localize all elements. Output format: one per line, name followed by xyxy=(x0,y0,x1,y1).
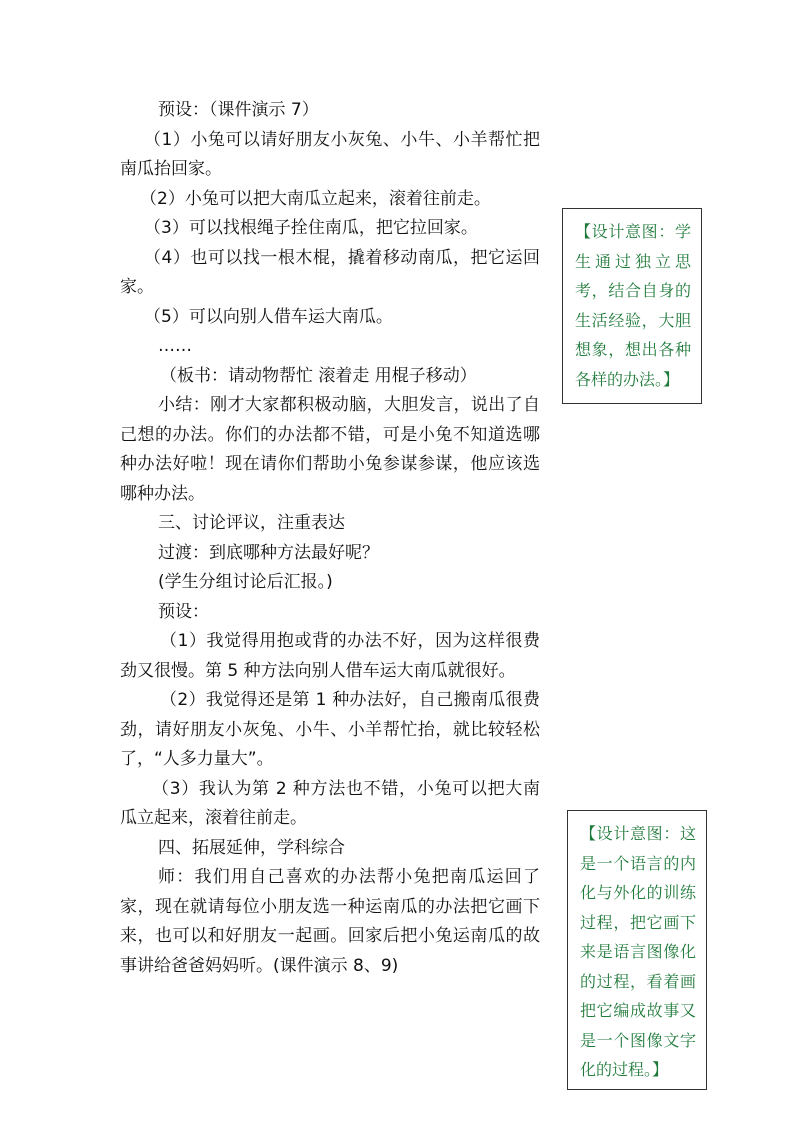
preset-item-2: （2）小兔可以把大南瓜立起来，滚着往前走。 xyxy=(140,188,491,209)
discussion-item-1: （1）我觉得用抱或背的办法不好，因为这样很费劲又很慢。第 5 种方法向别人借车运大南瓜就很好。 xyxy=(120,631,540,681)
preset-item-5: （5）可以向别人借车运大南瓜。 xyxy=(144,306,393,327)
group-discussion-note: (学生分组讨论后汇报。) xyxy=(158,572,333,592)
teacher-instruction: 师：我们用自己喜欢的办法帮小兔把南瓜运回了家，现在就请每位小朋友选一种运南瓜的办法把它画下来，也可以和好朋友一起画。回家后把小兔运南瓜的故事讲给爸爸妈妈听。(课件演示 8、9) xyxy=(120,867,540,976)
preset-heading: 预设：（课件演示 7） xyxy=(158,100,319,120)
design-intent-note-1: 【设计意图：学生通过独立思考，结合自身的生活经验，大胆想象，想出各种各样的办法。】 xyxy=(562,208,702,404)
section-4-heading: 四、拓展延伸，学科综合 xyxy=(158,837,345,858)
lesson-plan-body xyxy=(120,96,540,981)
preset-item-3: （3）可以找根绳子拴住南瓜，把它拉回家。 xyxy=(144,218,478,238)
discussion-item-3: （3）我认为第 2 种方法也不错，小兔可以把大南瓜立起来，滚着往前走。 xyxy=(120,778,540,828)
discussion-item-2: （2）我觉得还是第 1 种办法好，自己搬南瓜很费劲，请好朋友小灰兔、小牛、小羊帮忙抬，就比较轻松了，“人多力量大”。 xyxy=(120,690,540,769)
ellipsis: …… xyxy=(158,336,192,356)
summary-paragraph: 小结：刚才大家都积极动脑，大胆发言，说出了自己想的办法。你们的办法都不错，可是小兔不知道选哪种办法好啦！现在请你们帮助小兔参谋参谋，他应该选哪种办法。 xyxy=(120,395,540,504)
preset-item-4: （4）也可以找一根木棍，撬着移动南瓜，把它运回家。 xyxy=(120,247,540,297)
transition-paragraph: 过渡：到底哪种方法最好呢？ xyxy=(158,542,379,563)
preset-item-1: （1）小兔可以请好朋友小灰兔、小牛、小羊帮忙把南瓜抬回家。 xyxy=(120,129,540,179)
preset-heading-2: 预设： xyxy=(158,601,209,622)
design-intent-note-2: 【设计意图：这是一个语言的内化与外化的训练过程，把它画下来是语言图像化的过程，看着画把它编成故事又是一个图像文字化的过程。】 xyxy=(567,810,707,1090)
section-3-heading: 三、讨论评议，注重表达 xyxy=(158,513,345,533)
blackboard-note: （板书：请动物帮忙 滚着走 用棍子移动） xyxy=(160,365,477,386)
